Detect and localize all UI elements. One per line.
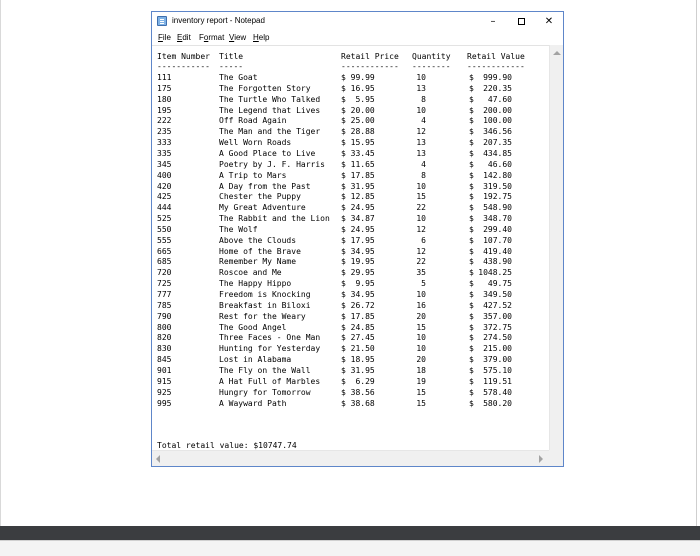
item-title: A Trip to Mars (219, 170, 287, 180)
item-title: Roscoe and Me (219, 268, 282, 278)
retail-price: $ 15.95 (341, 138, 375, 148)
item-title: The Forgotten Story (219, 83, 311, 93)
vertical-scrollbar[interactable] (549, 45, 563, 450)
item-title: Hungry for Tomorrow (219, 387, 311, 397)
item-number: 720 (157, 268, 172, 278)
item-title: A Wayward Path (219, 398, 287, 408)
item-title: Poetry by J. F. Harris (219, 159, 325, 169)
currency-symbol: $ (469, 300, 474, 310)
retail-price: $ 99.99 (341, 73, 375, 82)
currency-symbol: $ (469, 94, 474, 104)
item-number: 665 (157, 246, 172, 256)
retail-value: 100.00 (483, 116, 512, 126)
retail-price: $ 24.95 (341, 224, 375, 234)
item-title: A Hat Full of Marbles (219, 376, 321, 386)
quantity: 16 (416, 300, 426, 310)
retail-price: $ 19.95 (341, 257, 375, 267)
quantity: 10 (416, 181, 426, 191)
item-number: 800 (157, 322, 172, 332)
item-number: 180 (157, 94, 172, 104)
item-number: 925 (157, 387, 172, 397)
item-number: 235 (157, 127, 172, 137)
item-number: 830 (157, 344, 172, 354)
close-button[interactable]: ✕ (544, 16, 554, 27)
item-title: The Good Angel (219, 322, 287, 332)
item-number: 790 (157, 311, 172, 321)
quantity: 22 (416, 203, 426, 213)
item-number: 845 (157, 355, 172, 365)
underline-title: ----- (219, 62, 244, 71)
retail-value: 142.80 (483, 170, 512, 180)
retail-price: $ 20.00 (341, 105, 375, 115)
quantity: 35 (416, 268, 426, 278)
quantity: 19 (416, 376, 426, 386)
item-title: Off Road Again (219, 116, 287, 126)
maximize-button[interactable] (507, 12, 535, 31)
currency-symbol: $ (469, 181, 474, 191)
item-number: 785 (157, 300, 172, 310)
item-title: Hunting for Yesterday (219, 344, 321, 354)
currency-symbol: $ (469, 311, 474, 321)
currency-symbol: $ (469, 365, 474, 375)
item-number: 222 (157, 116, 172, 126)
quantity: 10 (416, 214, 426, 223)
item-number: 555 (157, 235, 172, 245)
currency-symbol: $ (469, 355, 474, 365)
retail-value: 348.70 (483, 214, 512, 223)
quantity: 15 (416, 387, 426, 397)
currency-symbol: $ (469, 224, 474, 234)
retail-value: 319.50 (483, 181, 512, 191)
quantity: 13 (416, 149, 426, 158)
quantity: 15 (416, 192, 426, 202)
notepad-window[interactable] (151, 11, 564, 467)
quantity: 15 (416, 398, 426, 408)
retail-price: $ 31.95 (341, 181, 375, 191)
retail-price: $ 29.95 (341, 268, 375, 278)
quantity: 5 (421, 279, 426, 289)
retail-value: 434.85 (483, 149, 512, 158)
item-title: A Day from the Past (219, 181, 311, 191)
retail-price: $ 26.72 (341, 300, 375, 310)
retail-value: 192.75 (483, 192, 512, 202)
retail-value: 438.90 (483, 257, 512, 267)
menu-bar (152, 31, 563, 45)
item-number: 550 (157, 224, 172, 234)
notepad-icon (157, 16, 167, 26)
item-title: Three Faces - One Man (219, 333, 321, 343)
item-number: 425 (157, 192, 172, 202)
retail-value: 427.52 (483, 300, 512, 310)
item-number: 725 (157, 279, 172, 289)
item-title: The Man and the Tiger (219, 127, 321, 137)
retail-price: $ 5.95 (341, 94, 375, 104)
scroll-left-arrow-icon[interactable] (156, 455, 160, 463)
menu-format[interactable]: Format (199, 33, 225, 42)
item-title: The Legend that Lives (219, 105, 321, 115)
retail-value: 274.50 (483, 333, 512, 343)
quantity: 10 (416, 290, 426, 299)
currency-symbol: $ (469, 203, 474, 213)
currency-symbol: $ (469, 344, 474, 354)
item-title: Freedom is Knocking (219, 290, 311, 299)
header-underline-row (152, 61, 525, 72)
currency-symbol: $ (469, 116, 474, 126)
retail-price: $ 6.29 (341, 376, 375, 386)
quantity: 18 (416, 365, 426, 375)
quantity: 10 (416, 333, 426, 343)
currency-symbol: $ (469, 279, 474, 289)
total-row (152, 440, 297, 450)
currency-symbol: $ (469, 246, 474, 256)
item-number: 995 (157, 398, 172, 408)
retail-price: $ 38.56 (341, 387, 375, 397)
header-retail-value: Retail Value (467, 52, 525, 61)
quantity: 12 (416, 224, 426, 234)
quantity: 13 (416, 83, 426, 93)
bottom-strip (0, 540, 700, 556)
item-number: 335 (157, 149, 172, 158)
total-retail-value: Total retail value: $10747.74 (157, 441, 297, 450)
retail-price: $ 31.95 (341, 365, 375, 375)
currency-symbol: $ (469, 138, 474, 148)
quantity: 6 (421, 235, 426, 245)
currency-symbol: $ (469, 290, 474, 299)
quantity: 20 (416, 311, 426, 321)
retail-value: 119.51 (483, 376, 512, 386)
menu-file[interactable]: File (158, 33, 171, 42)
retail-price: $ 25.00 (341, 116, 375, 126)
text-editor-area[interactable] (152, 45, 549, 450)
retail-value: 346.56 (483, 127, 512, 137)
currency-symbol: $ (469, 268, 474, 278)
item-title: The Wolf (219, 224, 258, 234)
scroll-right-arrow-icon[interactable] (539, 455, 543, 463)
item-title: The Happy Hippo (219, 279, 292, 289)
item-title: Above the Clouds (219, 235, 297, 245)
currency-symbol: $ (469, 333, 474, 343)
retail-value: 999.90 (483, 73, 512, 82)
retail-price: $ 9.95 (341, 279, 375, 289)
retail-value: 419.40 (483, 246, 512, 256)
horizontal-scrollbar[interactable] (152, 450, 549, 466)
retail-price: $ 17.95 (341, 235, 375, 245)
scroll-up-arrow-icon[interactable] (553, 51, 561, 55)
item-title: Remember My Name (219, 257, 297, 267)
underline-retail-value: ------------ (467, 62, 525, 71)
currency-symbol: $ (469, 387, 474, 397)
item-title: Lost in Alabama (219, 355, 292, 365)
item-number: 685 (157, 257, 172, 267)
item-title: The Fly on the Wall (219, 365, 311, 375)
item-number: 333 (157, 138, 172, 148)
quantity: 4 (421, 116, 426, 126)
retail-price: $ 21.50 (341, 344, 375, 354)
retail-price: $ 12.85 (341, 192, 375, 202)
retail-value: 372.75 (483, 322, 512, 332)
retail-value: 1048.25 (478, 268, 512, 278)
retail-value: 575.10 (483, 365, 512, 375)
item-title: The Turtle Who Talked (219, 94, 321, 104)
retail-value: 357.00 (483, 311, 512, 321)
quantity: 15 (416, 322, 426, 332)
retail-value: 200.00 (483, 105, 512, 115)
retail-value: 49.75 (487, 279, 512, 289)
item-title: The Goat (219, 73, 258, 82)
item-title: My Great Adventure (219, 203, 306, 213)
item-number: 915 (157, 376, 172, 386)
item-number: 111 (157, 73, 172, 82)
menu-edit[interactable]: Edit (177, 33, 191, 42)
quantity: 22 (416, 257, 426, 267)
item-number: 195 (157, 105, 172, 115)
underline-retail-price: ------------ (341, 62, 399, 71)
currency-symbol: $ (469, 322, 474, 332)
item-number: 525 (157, 214, 172, 223)
menu-view[interactable]: View (229, 33, 247, 42)
retail-price: $ 24.95 (341, 203, 375, 213)
retail-price: $ 24.85 (341, 322, 375, 332)
quantity: 4 (421, 159, 426, 169)
currency-symbol: $ (469, 214, 474, 223)
quantity: 12 (416, 127, 426, 137)
item-number: 777 (157, 290, 172, 299)
retail-value: 299.40 (483, 224, 512, 234)
quantity: 12 (416, 246, 426, 256)
retail-price: $ 34.95 (341, 290, 375, 299)
retail-price: $ 17.85 (341, 170, 375, 180)
retail-value: 548.90 (483, 203, 512, 213)
quantity: 10 (416, 105, 426, 115)
retail-price: $ 34.87 (341, 214, 375, 223)
currency-symbol: $ (469, 170, 474, 180)
quantity: 8 (421, 170, 426, 180)
underline-item-number: ----------- (157, 62, 210, 71)
currency-symbol: $ (469, 376, 474, 386)
item-title: Home of the Brave (219, 246, 301, 256)
item-title: Chester the Puppy (219, 192, 301, 202)
minimize-button[interactable]: – (490, 16, 496, 27)
retail-price: $ 38.68 (341, 398, 375, 408)
header-retail-price: Retail Price (341, 52, 399, 61)
underline-quantity: -------- (412, 62, 451, 71)
currency-symbol: $ (469, 149, 474, 158)
retail-value: 215.00 (483, 344, 512, 354)
currency-symbol: $ (469, 83, 474, 93)
header-item-number: Item Number (157, 52, 210, 61)
maximize-icon (518, 18, 525, 25)
quantity: 20 (416, 355, 426, 365)
retail-price: $ 17.85 (341, 311, 375, 321)
retail-price: $ 28.88 (341, 127, 375, 137)
retail-value: 47.60 (487, 94, 512, 104)
retail-value: 379.00 (483, 355, 512, 365)
retail-price: $ 34.95 (341, 246, 375, 256)
quantity: 10 (416, 344, 426, 354)
item-number: 345 (157, 159, 172, 169)
quantity: 8 (421, 94, 426, 104)
retail-value: 220.35 (483, 83, 512, 93)
currency-symbol: $ (469, 257, 474, 267)
item-title: Rest for the Weary (219, 311, 306, 321)
item-number: 444 (157, 203, 172, 213)
item-title: A Good Place to Live (219, 149, 316, 158)
item-number: 175 (157, 83, 172, 93)
item-title: Breakfast in Biloxi (219, 300, 311, 310)
menu-help[interactable]: Help (253, 33, 270, 42)
retail-value: 580.20 (483, 398, 512, 408)
retail-price: $ 18.95 (341, 355, 375, 365)
currency-symbol: $ (469, 73, 474, 82)
currency-symbol: $ (469, 192, 474, 202)
retail-price: $ 11.65 (341, 159, 375, 169)
retail-price: $ 27.45 (341, 333, 375, 343)
retail-value: 107.70 (483, 235, 512, 245)
retail-value: 46.60 (487, 159, 512, 169)
currency-symbol: $ (469, 398, 474, 408)
retail-price: $ 33.45 (341, 149, 375, 158)
item-title: Well Worn Roads (219, 138, 292, 148)
window-title: inventory report - Notepad (172, 16, 265, 25)
quantity: 13 (416, 138, 426, 148)
retail-value: 578.40 (483, 387, 512, 397)
currency-symbol: $ (469, 159, 474, 169)
retail-value: 349.50 (483, 290, 512, 299)
item-number: 420 (157, 181, 172, 191)
quantity: 10 (416, 73, 426, 82)
header-quantity: Quantity (412, 52, 451, 61)
header-title: Title (219, 52, 244, 61)
title-bar[interactable] (152, 12, 563, 31)
item-number: 400 (157, 170, 172, 180)
item-number: 901 (157, 365, 172, 375)
currency-symbol: $ (469, 235, 474, 245)
item-number: 820 (157, 333, 172, 343)
currency-symbol: $ (469, 105, 474, 115)
currency-symbol: $ (469, 127, 474, 137)
retail-value: 207.35 (483, 138, 512, 148)
scrollbar-corner (549, 450, 563, 466)
taskbar (0, 526, 700, 540)
retail-price: $ 16.95 (341, 83, 375, 93)
item-title: The Rabbit and the Lion (219, 214, 330, 223)
